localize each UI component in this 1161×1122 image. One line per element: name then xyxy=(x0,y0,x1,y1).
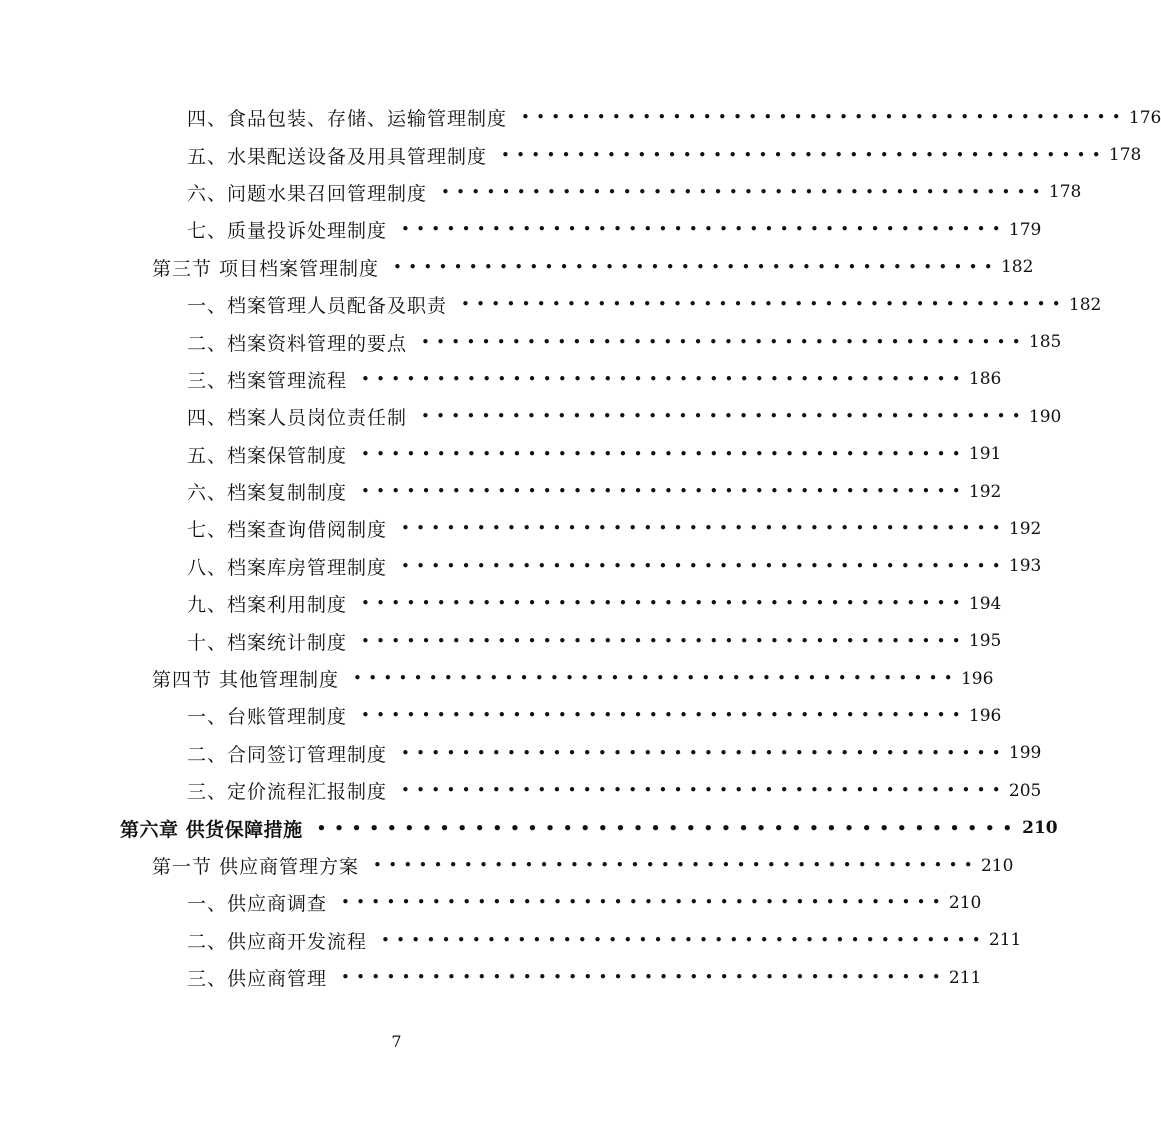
toc-entry-page: 176 xyxy=(1128,107,1161,128)
toc-entry-page: 185 xyxy=(1028,332,1062,353)
toc-entry-title: 一、供应商调查 xyxy=(187,893,328,916)
toc-entry-page: 194 xyxy=(968,593,1002,614)
toc-entry-title: 四、食品包装、存储、运输管理制度 xyxy=(187,108,508,131)
toc-entry-page: 178 xyxy=(1108,145,1142,166)
toc-entry-title: 三、供应商管理 xyxy=(187,968,328,991)
toc-entry-title: 第三节 项目档案管理制度 xyxy=(152,257,380,280)
dot-leader: •••••••••••••••••••••••••••••••••••••••• xyxy=(341,968,947,987)
toc-entry[interactable] xyxy=(0,361,1002,398)
toc-entry[interactable] xyxy=(0,136,1142,173)
table-of-contents xyxy=(0,99,1161,996)
toc-entry[interactable] xyxy=(0,286,1102,323)
dot-leader: •••••••••••••••••••••••••••••••••••••••• xyxy=(521,108,1127,127)
dot-leader: •••••••••••••••••••••••••••••••••••••••• xyxy=(361,369,967,388)
toc-entry-title: 第一节 供应商管理方案 xyxy=(152,856,360,878)
toc-entry[interactable] xyxy=(0,323,1062,360)
toc-entry-title: 七、档案查询借阅制度 xyxy=(187,519,388,542)
dot-leader: •••••••••••••••••••••••••••••••••••••••• xyxy=(381,930,987,949)
toc-entry-title: 八、档案库房管理制度 xyxy=(187,556,388,579)
dot-leader: •••••••••••••••••••••••••••••••••••••••• xyxy=(421,332,1027,351)
toc-entry-page: 182 xyxy=(1000,257,1034,278)
toc-entry[interactable] xyxy=(0,884,982,921)
toc-entry-page: 210 xyxy=(948,892,982,913)
toc-entry-title: 一、档案管理人员配备及职责 xyxy=(187,295,448,318)
dot-leader: •••••••••••••••••••••••••••••••••••••••• xyxy=(361,482,967,501)
toc-entry-title: 六、问题水果召回管理制度 xyxy=(187,182,428,205)
toc-entry[interactable] xyxy=(0,585,1002,622)
toc-entry[interactable] xyxy=(0,548,1042,585)
toc-entry[interactable] xyxy=(0,959,982,996)
toc-entry-title: 三、档案管理流程 xyxy=(187,369,348,392)
toc-entry-page: 186 xyxy=(968,369,1002,390)
toc-entry-title: 四、档案人员岗位责任制 xyxy=(187,407,408,430)
dot-leader: •••••••••••••••••••••••••••••••••••••••• xyxy=(361,706,967,725)
toc-entry-page: 196 xyxy=(968,705,1002,726)
toc-entry[interactable] xyxy=(0,772,1042,809)
toc-entry-title: 一、台账管理制度 xyxy=(187,706,348,729)
toc-entry-title: 九、档案利用制度 xyxy=(187,594,348,617)
toc-entry-title: 第四节 其他管理制度 xyxy=(152,669,340,692)
toc-entry-page: 210 xyxy=(1022,818,1058,839)
toc-entry-title: 五、水果配送设备及用具管理制度 xyxy=(187,145,488,168)
toc-entry[interactable] xyxy=(0,99,1161,136)
toc-section-entry[interactable] xyxy=(0,249,1034,286)
toc-section-entry[interactable] xyxy=(0,660,994,697)
dot-leader: •••••••••••••••••••••••••••••••••••••••• xyxy=(401,519,1007,538)
dot-leader: •••••••••••••••••••••••••••••••••••••••• xyxy=(393,257,999,276)
toc-entry-title: 二、合同签订管理制度 xyxy=(187,743,388,766)
toc-entry-page: 178 xyxy=(1048,182,1082,203)
dot-leader: •••••••••••••••••••••••••••••••••••••••• xyxy=(401,743,1007,762)
toc-chapter-entry[interactable] xyxy=(0,809,1058,846)
dot-leader: •••••••••••••••••••••••••••••••••••••••• xyxy=(341,893,947,912)
page-number: 7 xyxy=(391,1032,402,1051)
dot-leader: •••••••••••••••••••••••••••••••••••••••• xyxy=(461,295,1067,314)
toc-entry-page: 192 xyxy=(1008,518,1042,539)
dot-leader: •••••••••••••••••••••••••••••••••••••••• xyxy=(401,220,1007,239)
toc-entry-page: 179 xyxy=(1008,219,1042,240)
toc-section-entry[interactable] xyxy=(0,847,1014,884)
toc-entry-page: 192 xyxy=(968,481,1002,502)
toc-entry[interactable] xyxy=(0,174,1082,211)
dot-leader: •••••••••••••••••••••••••••••••••••••••• xyxy=(373,856,979,874)
dot-leader: •••••••••••••••••••••••••••••••••••••••• xyxy=(401,781,1007,800)
toc-entry-title: 七、质量投诉处理制度 xyxy=(187,220,388,243)
toc-entry[interactable] xyxy=(0,922,1022,959)
toc-entry[interactable] xyxy=(0,735,1042,772)
toc-entry-page: 211 xyxy=(988,930,1022,951)
toc-entry-title: 三、定价流程汇报制度 xyxy=(187,781,388,804)
dot-leader: •••••••••••••••••••••••••••••••••••••••• xyxy=(441,182,1047,201)
toc-entry[interactable] xyxy=(0,211,1042,248)
toc-entry-page: 193 xyxy=(1008,556,1042,577)
toc-entry-page: 182 xyxy=(1068,294,1102,315)
toc-entry-page: 195 xyxy=(968,631,1002,652)
toc-entry[interactable] xyxy=(0,398,1062,435)
toc-entry-page: 199 xyxy=(1008,743,1042,764)
toc-entry-page: 191 xyxy=(968,444,1002,465)
dot-leader: •••••••••••••••••••••••••••••••••••••••• xyxy=(401,556,1007,575)
toc-entry-page: 211 xyxy=(948,967,982,988)
dot-leader: •••••••••••••••••••••••••••••••••••••••• xyxy=(361,631,967,650)
toc-entry-page: 210 xyxy=(980,855,1014,876)
toc-entry[interactable] xyxy=(0,622,1002,659)
dot-leader: •••••••••••••••••••••••••••••••••••••••• xyxy=(316,818,1021,837)
toc-entry-title: 六、档案复制制度 xyxy=(187,482,348,505)
dot-leader: •••••••••••••••••••••••••••••••••••••••• xyxy=(361,444,967,463)
dot-leader: •••••••••••••••••••••••••••••••••••••••• xyxy=(501,145,1107,164)
dot-leader: •••••••••••••••••••••••••••••••••••••••• xyxy=(353,669,959,688)
toc-entry[interactable] xyxy=(0,697,1002,734)
toc-entry-title: 二、供应商开发流程 xyxy=(187,930,368,953)
toc-entry-title: 二、档案资料管理的要点 xyxy=(187,332,408,355)
toc-entry[interactable] xyxy=(0,473,1002,510)
toc-entry-page: 196 xyxy=(960,668,994,689)
dot-leader: •••••••••••••••••••••••••••••••••••••••• xyxy=(421,407,1027,426)
toc-entry-title: 五、档案保管制度 xyxy=(187,444,348,467)
toc-entry-page: 205 xyxy=(1008,780,1042,801)
toc-entry-title: 第六章 供货保障措施 xyxy=(120,818,303,841)
toc-entry-title: 十、档案统计制度 xyxy=(187,631,348,654)
dot-leader: •••••••••••••••••••••••••••••••••••••••• xyxy=(361,594,967,613)
toc-entry[interactable] xyxy=(0,436,1002,473)
toc-entry[interactable] xyxy=(0,510,1042,547)
toc-entry-page: 190 xyxy=(1028,406,1062,427)
